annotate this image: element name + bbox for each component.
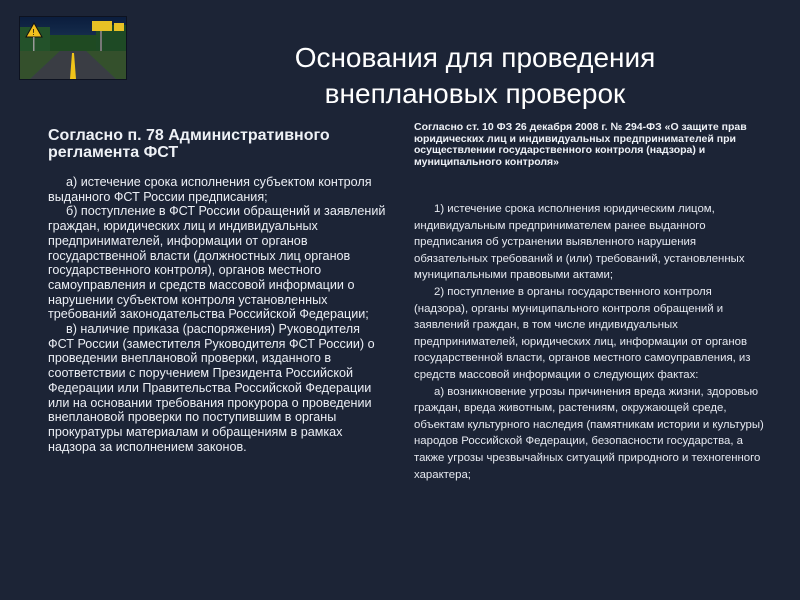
- left-paragraph-b: б) поступление в ФСТ России обращений и заявлений граждан, юридических лиц и индивидуальных предпринимателей, информации от органов государственной власти (должностных лиц органов государственного контроля), органов местного самоуправления и средств массовой информации о нарушении субъектом контроля установленных требований законодательства Российской Федерации;: [48, 204, 386, 322]
- right-paragraph-a: а) возникновение угрозы причинения вреда жизни, здоровью граждан, вреда животным, растениям, окружающей среде, объектам культурного наследия (памятникам истории и культуры) народов Российской Федерации, безопасности государства, а также угрозы чрезвычайных ситуаций природного и техногенного характера;: [414, 385, 764, 481]
- left-column: [48, 127, 386, 454]
- right-heading: Согласно ст. 10 ФЗ 26 декабря 2008 г. № 294-ФЗ «О защите прав юридических лиц и индивидуальных предпринимателей при осуществлении государственного контроля (надзора) и муниципального контроля»: [414, 121, 747, 168]
- left-heading: Согласно п. 78 Административного регламента ФСТ: [48, 127, 330, 161]
- svg-text:!: !: [32, 28, 36, 37]
- right-paragraph-1: 1) истечение срока исполнения юридическим лицом, индивидуальным предпринимателем ранее выданного предписания об устранении выявленного нарушения обязательных требований и (или) требований, установленных муниципальными правовыми актами;: [414, 203, 745, 282]
- left-paragraph-a: а) истечение срока исполнения субъектом контроля выданного ФСТ России предписания;: [48, 175, 372, 204]
- left-paragraph-c: в) наличие приказа (распоряжения) Руководителя ФСТ России (заместителя Руководителя ФСТ России) о проведении внеплановой проверки, изданного в соответствии с поручением Президента Российской Федерации или Правительства Российской Федерации или на основании требования прокурора о проведении внеплановой проверки по поступившим в органы прокуратуры материалам и обращениям в рамках надзора за исполнением законов.: [48, 322, 375, 454]
- page-title: [240, 40, 710, 112]
- road-logo-image: [19, 16, 127, 80]
- title-line-2: внеплановых проверок: [324, 78, 626, 109]
- right-paragraph-2: 2) поступление в органы государственного контроля (надзора), органы муниципального контроля обращений и заявлений граждан, в том числе индивидуальных предпринимателей, юридических лиц, информации от органов государственной власти, органов местного самоуправления, из средств массовой информации о следующих фактах:: [414, 285, 751, 381]
- title-line-1: Основания для проведения: [294, 42, 656, 73]
- right-column: [414, 122, 764, 483]
- road-scene-icon: [20, 17, 126, 79]
